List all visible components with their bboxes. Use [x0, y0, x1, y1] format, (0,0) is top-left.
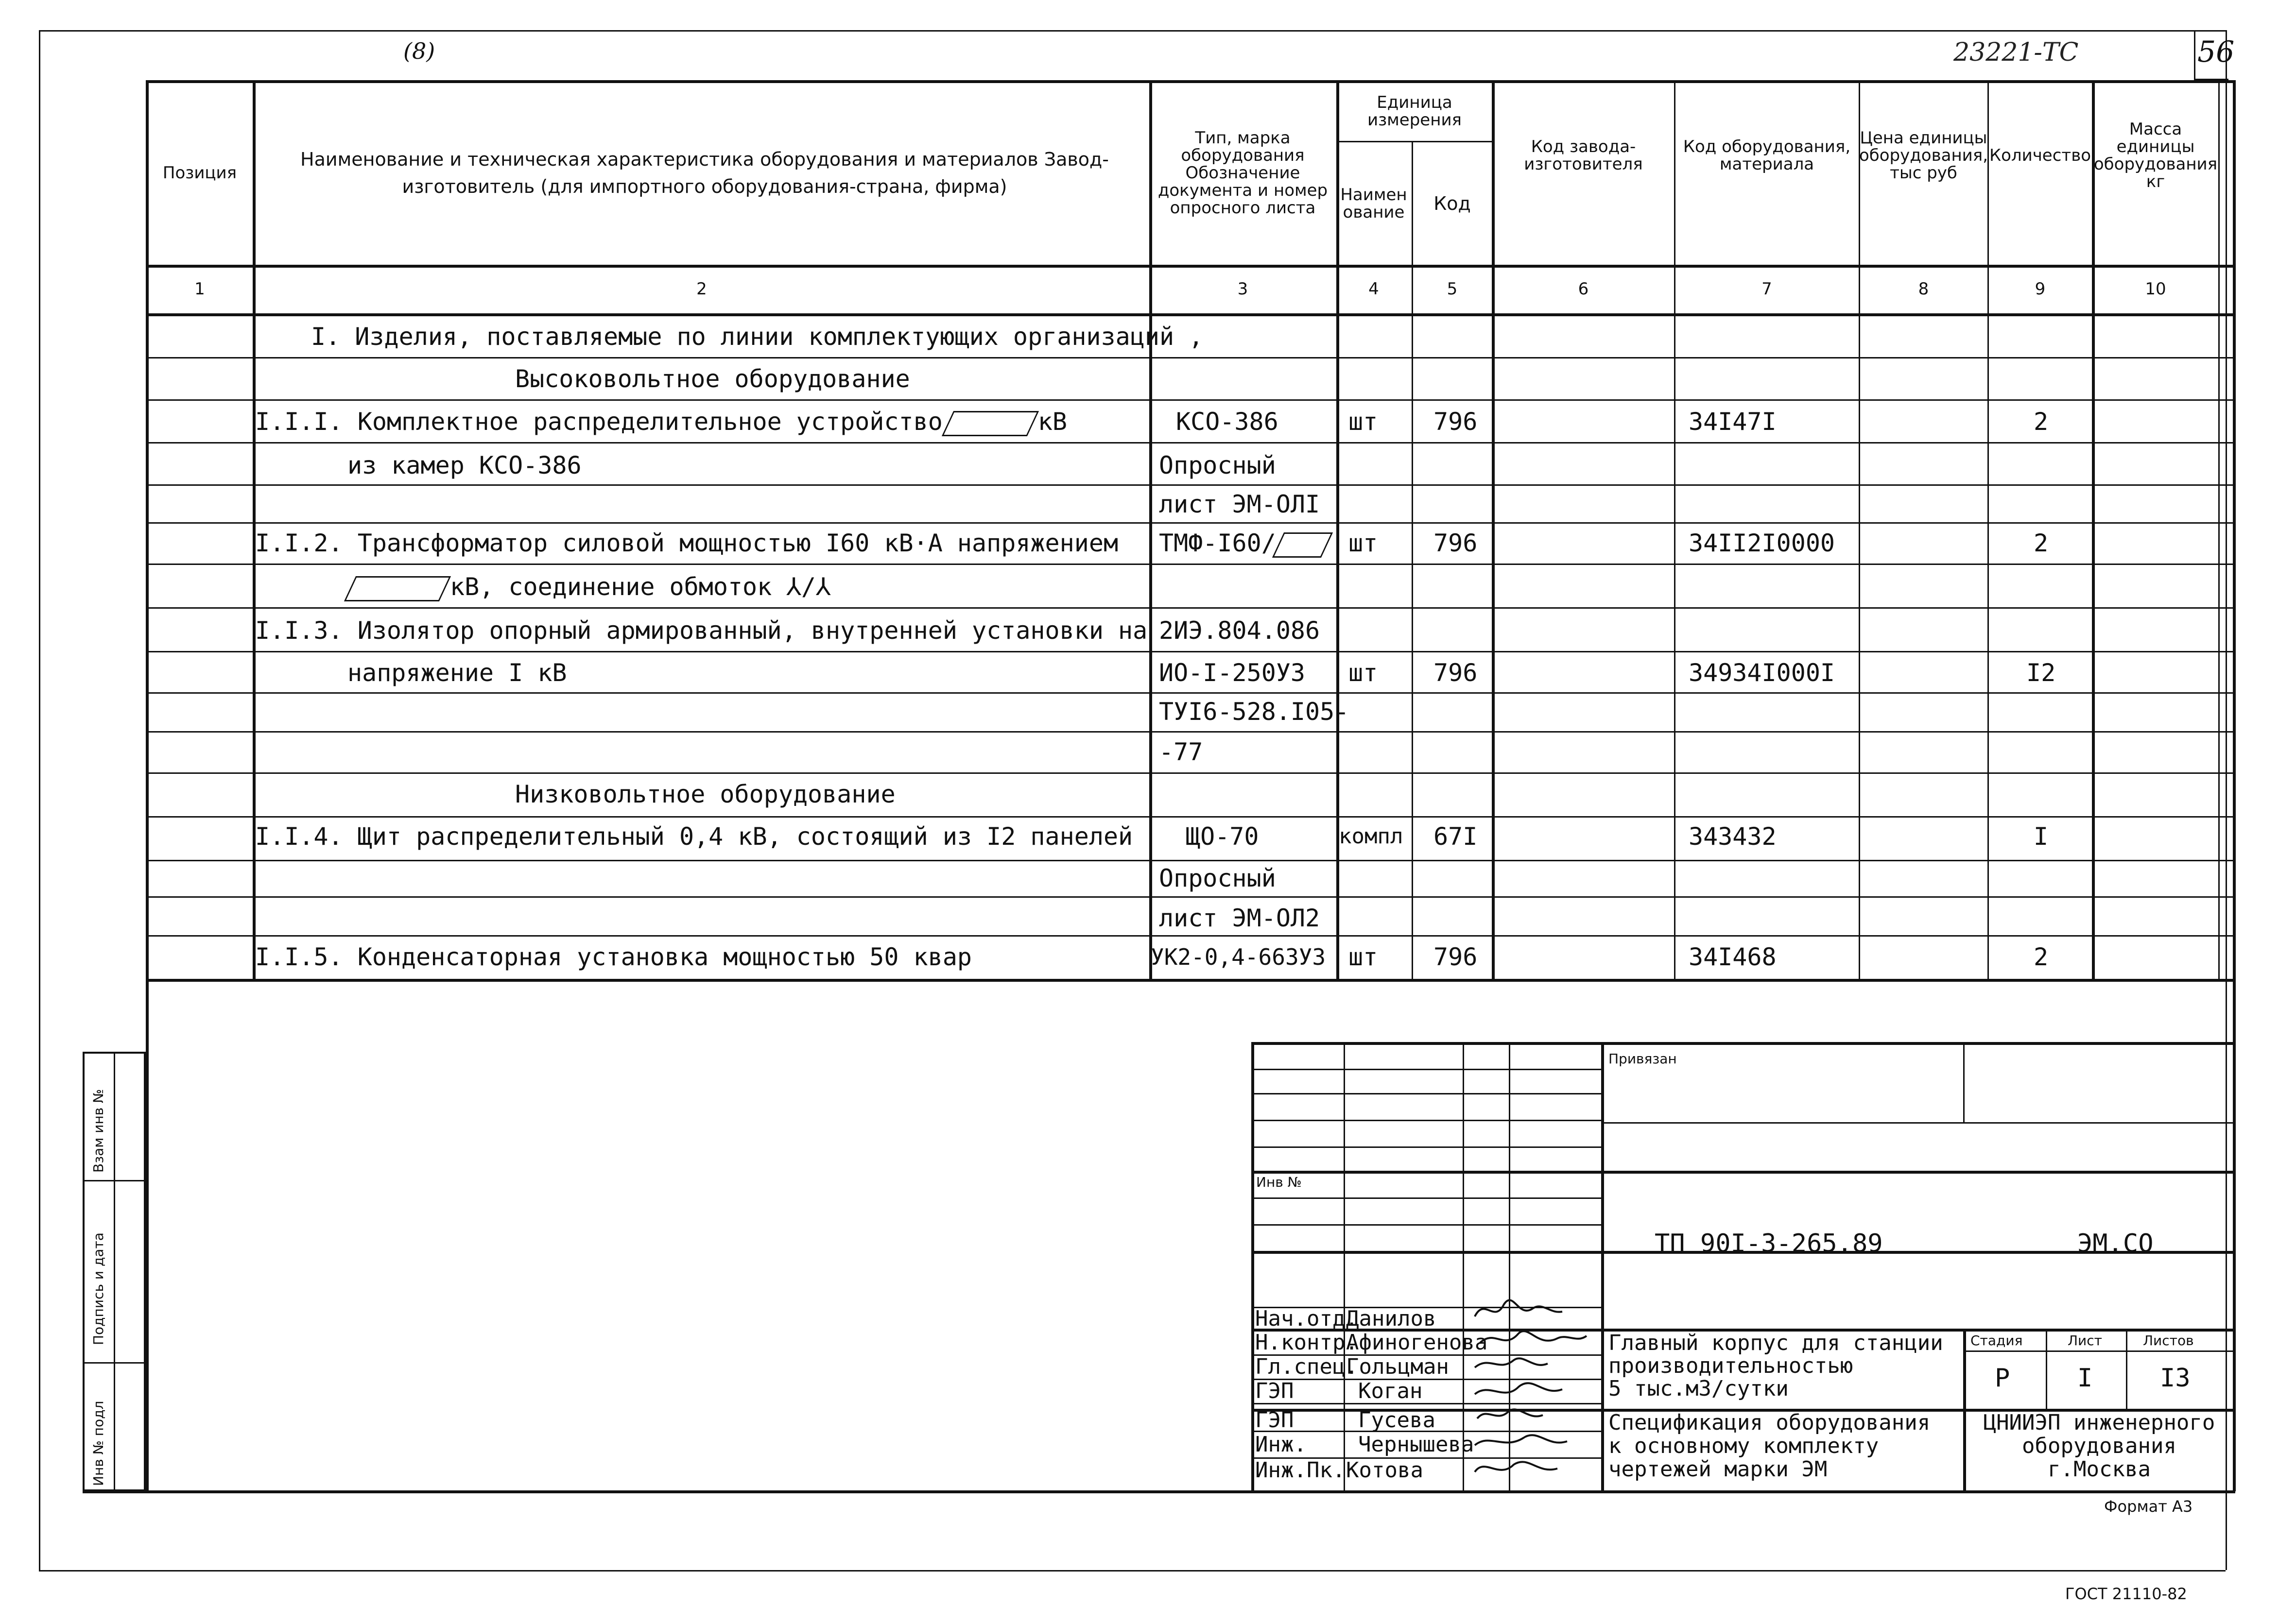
- colnum-7: 7: [1761, 279, 1772, 299]
- tb-stage-col: [2126, 1329, 2127, 1409]
- row-line: [146, 935, 2233, 937]
- row-6-qty: 2: [2034, 529, 2049, 557]
- side-label-original-inv: Инв № подл: [90, 1401, 106, 1486]
- tb-grid-v: [1463, 1042, 1464, 1491]
- tb-name-1: Данилов: [1346, 1306, 1436, 1331]
- row-13-equipment-code: 343432: [1689, 822, 1777, 851]
- tb-top: [1251, 1042, 2233, 1045]
- outer-frame-left: [39, 30, 40, 1570]
- tb-doc-code: ТП 90I-3-265.89: [1655, 1229, 1883, 1258]
- signature-7: [1475, 1462, 1557, 1472]
- tb-object-line-3: 5 тыс.м3/сутки: [1608, 1376, 1789, 1401]
- blank-voltage-field: [344, 576, 451, 601]
- tb-stage-value: Р: [1995, 1364, 2010, 1393]
- gost-label: ГОСТ 21110-82: [2065, 1585, 2187, 1603]
- signatures-image: [1465, 1251, 1611, 1491]
- row-3-name: [255, 407, 1067, 436]
- tb-role-5: ГЭП: [1255, 1408, 1294, 1433]
- tb-role-4: ГЭП: [1255, 1379, 1294, 1403]
- tb-doc-mark: ЭМ.СО: [2077, 1229, 2154, 1258]
- row-3-code: 796: [1433, 408, 1478, 436]
- title-block: [1251, 1042, 2233, 1491]
- row-8-name: I.I.3. Изолятор опорный армированный, внутренней установки на: [255, 616, 1148, 645]
- row-7-name-text: кВ, соединение обмоток ⅄/⅄: [450, 573, 831, 601]
- header-equipment-code: Код оборудования, материала: [1683, 137, 1851, 174]
- col-line-7: [1859, 80, 1860, 979]
- side-label-replaced-inv: Взам инв №: [90, 1089, 106, 1173]
- colnum-5: 5: [1447, 279, 1458, 299]
- row-13-code: 67I: [1433, 822, 1478, 851]
- row-line: [146, 399, 2233, 401]
- row-16-name: I.I.5. Конденсаторная установка мощностью 50 квар: [255, 943, 972, 971]
- header-unit-code: Код: [1433, 193, 1471, 214]
- colnum-8: 8: [1918, 279, 1929, 299]
- tb-sheet-title-line-2: к основному комплекту: [1608, 1434, 1879, 1458]
- row-6-type: [1159, 529, 1327, 558]
- outer-frame-top: [39, 30, 2226, 32]
- page-number: 56: [2197, 35, 2235, 69]
- row-3-name-unit: кВ: [1037, 408, 1068, 436]
- col-line-8: [1987, 80, 1989, 979]
- tb-sheet-title-line-3: чертежей марки ЭМ: [1608, 1457, 1828, 1482]
- row-3-name-text: I.I.I. Комплектное распределительное устройство: [255, 408, 943, 436]
- header-factory-code: Код завода-изготовителя: [1524, 137, 1643, 174]
- row-9-equipment-code: 34934I000I: [1689, 659, 1835, 687]
- tb-name-5: Гусева: [1358, 1408, 1435, 1433]
- side-stamp-divider: [114, 1054, 115, 1491]
- tb-grid-h: [1251, 1093, 1601, 1094]
- tb-stage-label-line: [1963, 1350, 2233, 1352]
- row-2-name: Высоковольтное оборудование: [515, 365, 910, 393]
- row-6-unit: шт: [1348, 529, 1378, 557]
- tb-stage-label: Стадия: [1970, 1333, 2023, 1349]
- tb-role-6: Инж.: [1255, 1432, 1307, 1457]
- row-line: [146, 651, 2233, 652]
- side-label-signature-date: Подпись и дата: [90, 1232, 106, 1345]
- row-3-type: КСО-386: [1176, 408, 1278, 436]
- colnum-4: 4: [1368, 279, 1379, 299]
- tb-privyazan-bottom: [1601, 1122, 2233, 1124]
- colnum-2: 2: [696, 279, 707, 299]
- tb-grid-h: [1251, 1197, 1601, 1199]
- signature-4: [1475, 1383, 1562, 1394]
- row-14-type: Опросный: [1159, 864, 1276, 892]
- tb-privyazan-divider: [1963, 1042, 1965, 1122]
- row-line: [146, 357, 2233, 359]
- colnum-3: 3: [1237, 279, 1248, 299]
- row-10-type: ТУI6-528.I05-: [1159, 698, 1349, 726]
- colnum-1: 1: [194, 279, 205, 299]
- format-label: Формат А3: [2104, 1497, 2193, 1516]
- signature-2: [1480, 1331, 1587, 1343]
- tb-stage-col: [2046, 1329, 2047, 1409]
- tb-sheet-value: I: [2077, 1364, 2093, 1393]
- row-line: [146, 731, 2233, 733]
- tb-object-line-1: Главный корпус для станции: [1608, 1331, 1943, 1355]
- tb-inv-label: Инв №: [1256, 1174, 1302, 1190]
- tb-name-4: Коган: [1358, 1379, 1423, 1403]
- row-line: [146, 772, 2233, 774]
- row-line: [146, 816, 2233, 818]
- row-6-equipment-code: 34II2I0000: [1689, 529, 1835, 557]
- tb-role-1: Нач.отд.: [1255, 1306, 1358, 1331]
- row-15-type: лист ЭМ-ОЛ2: [1159, 904, 1320, 932]
- tb-privyazan: Привязан: [1608, 1051, 1677, 1067]
- blank-voltage-field: [1272, 532, 1333, 558]
- row-9-unit: шт: [1348, 659, 1378, 687]
- top-right-code: 23221-ТС: [1953, 38, 2079, 67]
- col-line-4: [1412, 141, 1413, 979]
- row-16-qty: 2: [2034, 943, 2049, 971]
- signature-5: [1477, 1409, 1543, 1418]
- row-6-code: 796: [1433, 529, 1478, 557]
- inner-frame-right: [2233, 80, 2236, 1491]
- tb-org-line-2: оборудования: [2022, 1434, 2176, 1458]
- header-unit-group: Единица измерения: [1367, 93, 1462, 130]
- row-16-equipment-code: 34I468: [1689, 943, 1777, 971]
- tb-grid-h: [1251, 1146, 1601, 1148]
- row-8-type: 2ИЭ.804.086: [1159, 616, 1320, 645]
- row-4-type: Опросный: [1159, 451, 1276, 479]
- tb-sheets-value: I3: [2160, 1364, 2191, 1393]
- side-stamp-line: [85, 1180, 146, 1181]
- header-name: Наименование и техническая характеристика оборудования и материалов Завод-изготовитель (для импортного оборудования-страна, фирма): [300, 149, 1109, 197]
- row-13-name: I.I.4. Щит распределительный 0,4 кВ, состоящий из I2 панелей: [255, 822, 1133, 851]
- row-line: [146, 860, 2233, 861]
- tb-grid-h: [1251, 1069, 1601, 1070]
- row-9-code: 796: [1433, 659, 1478, 687]
- signature-1: [1475, 1300, 1562, 1316]
- tb-sheet-title-line-1: Спецификация оборудования: [1608, 1410, 1931, 1435]
- row-9-name: напряжение I кВ: [347, 659, 567, 687]
- row-13-unit: компл: [1339, 824, 1403, 849]
- tb-role-7: Инж.Пк.: [1255, 1458, 1346, 1483]
- row-5-type: лист ЭМ-ОЛI: [1159, 490, 1320, 518]
- row-4-name: из камер КСО-386: [347, 451, 582, 479]
- header-mass: Масса единицы оборудования кг: [2093, 120, 2218, 191]
- outer-frame-bottom: [39, 1570, 2226, 1572]
- row-6-type-text: ТМФ-I60/: [1159, 529, 1276, 557]
- tb-sheets-label: Листов: [2143, 1333, 2194, 1349]
- tb-role-2: Н.контр.: [1255, 1330, 1358, 1355]
- tb-grid-v: [1344, 1042, 1345, 1491]
- row-16-type: УК2-0,4-663УЗ: [1151, 944, 1326, 970]
- side-stamp-line: [85, 1362, 146, 1364]
- row-line: [146, 442, 2233, 444]
- table-bottom-line: [146, 979, 2233, 982]
- tb-object-line-2: производительностью: [1608, 1353, 1853, 1378]
- tb-left: [1251, 1042, 1254, 1491]
- row-9-type: ИО-I-250УЗ: [1159, 659, 1306, 687]
- row-16-unit: шт: [1348, 943, 1378, 971]
- tb-role-3: Гл.спец.: [1255, 1354, 1358, 1379]
- header-price: Цена единицы оборудования, тыс руб: [1859, 128, 1988, 183]
- tb-org-line-1: ЦНИИЭП инженерного: [1983, 1410, 2215, 1435]
- colnum-10: 10: [2145, 279, 2166, 299]
- tb-sheet-label: Лист: [2068, 1333, 2102, 1349]
- tb-grid-h: [1251, 1120, 1601, 1121]
- row-3-qty: 2: [2034, 408, 2049, 436]
- header-unit-name: Наименование: [1340, 185, 1407, 222]
- col-line-10: [2218, 80, 2220, 979]
- header-position: Позиция: [162, 163, 237, 183]
- signature-3: [1475, 1358, 1548, 1367]
- tb-name-7: Котова: [1346, 1458, 1423, 1483]
- row-3-unit: шт: [1348, 408, 1378, 436]
- row-line: [146, 692, 2233, 694]
- unit-group-line: [1336, 141, 1492, 142]
- tb-grid-h: [1251, 1171, 2233, 1174]
- colnum-9: 9: [2035, 279, 2046, 299]
- tb-name-3: Гольцман: [1346, 1354, 1449, 1379]
- row-6-name: I.I.2. Трансформатор силовой мощностью I60 кВ·А напряжением: [255, 529, 1119, 557]
- header-bottom-line: [146, 265, 2233, 268]
- top-left-mark: (8): [403, 38, 435, 64]
- side-stamp: [83, 1052, 146, 1491]
- row-11-type: -77: [1159, 738, 1203, 766]
- numbers-bottom-line: [146, 313, 2233, 316]
- row-13-type: ЩО-70: [1186, 822, 1259, 851]
- blank-voltage-field: [942, 411, 1039, 436]
- tb-name-6: Чернышева: [1358, 1432, 1474, 1457]
- row-12-name: Низковольтное оборудование: [515, 780, 896, 808]
- row-line: [146, 896, 2233, 898]
- header-type: Тип, марка оборудования Обозначение документа и номер опросного листа: [1157, 128, 1328, 218]
- row-line: [146, 564, 2233, 565]
- row-1-name: I. Изделия, поставляемые по линии комплектующих организаций ,: [311, 323, 1204, 351]
- row-9-qty: I2: [2026, 659, 2056, 687]
- row-line: [146, 522, 2233, 524]
- signature-6: [1475, 1435, 1567, 1445]
- tb-grid-h: [1251, 1224, 1601, 1226]
- header-quantity: Количество: [1989, 146, 2091, 165]
- tb-org-line-3: г.Москва: [2048, 1457, 2151, 1482]
- col-line-6: [1674, 80, 1675, 979]
- row-3-equipment-code: 34I47I: [1689, 408, 1777, 436]
- row-13-qty: I: [2034, 822, 2049, 851]
- row-line: [146, 607, 2233, 609]
- row-7-name: [350, 572, 831, 601]
- row-line: [146, 484, 2233, 486]
- row-16-code: 796: [1433, 943, 1478, 971]
- colnum-6: 6: [1578, 279, 1589, 299]
- tb-name-2: Афиногенова: [1346, 1330, 1488, 1355]
